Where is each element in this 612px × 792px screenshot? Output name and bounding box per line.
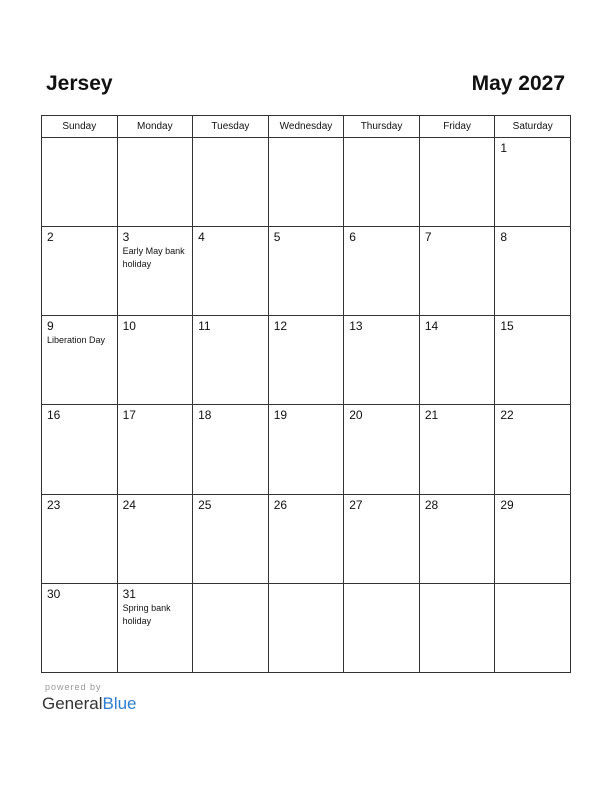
- day-cell: [268, 494, 344, 583]
- day-cell-content: [269, 405, 344, 423]
- day-cell: [42, 138, 118, 227]
- day-cell: [117, 405, 193, 494]
- day-number: 19: [273, 408, 288, 423]
- day-cell-content: [193, 138, 268, 141]
- day-cell-content: [344, 405, 419, 423]
- day-number: 20: [349, 408, 363, 423]
- day-cell: [268, 227, 344, 316]
- day-cell-content: [42, 138, 117, 141]
- day-cell: [268, 405, 344, 494]
- day-cell-content: [344, 227, 419, 245]
- day-cell: [42, 583, 118, 672]
- day-cell-content: [495, 584, 570, 587]
- day-cell-content: [344, 138, 419, 141]
- day-cell: [419, 138, 495, 227]
- day-cell-content: [420, 584, 495, 587]
- day-number: 6: [349, 230, 356, 245]
- day-number: 1: [500, 141, 508, 155]
- day-cell-content: [118, 405, 193, 423]
- holiday-label: Early May bank holiday: [122, 246, 185, 270]
- day-number: 17: [122, 408, 136, 423]
- week-row: [42, 494, 571, 583]
- day-cell: [117, 583, 193, 672]
- day-number: 21: [424, 408, 439, 423]
- day-number: 29: [500, 497, 514, 512]
- day-cell: [495, 227, 571, 316]
- day-cell-content: [269, 227, 344, 245]
- holiday-label: Liberation Day: [47, 335, 106, 346]
- day-cell-content: [344, 316, 419, 334]
- day-cell: [193, 138, 269, 227]
- day-number: 30: [47, 586, 61, 601]
- week-row: [42, 227, 571, 316]
- day-number: 28: [424, 497, 439, 512]
- day-cell: [117, 316, 193, 405]
- weekday-tuesday: Tuesday: [193, 116, 269, 138]
- weekday-wednesday: Wednesday: [268, 116, 344, 138]
- day-cell-content: [269, 316, 344, 334]
- day-cell-content: [495, 227, 570, 245]
- day-number: 26: [273, 497, 288, 512]
- day-cell: [193, 583, 269, 672]
- day-cell: [344, 583, 420, 672]
- day-cell-content: [193, 495, 268, 513]
- day-number: 2: [47, 230, 54, 245]
- day-number: 27: [349, 497, 363, 512]
- weekday-header-row: [42, 116, 571, 138]
- week-row: [42, 316, 571, 405]
- day-number: 8: [500, 230, 508, 245]
- day-cell-content: [269, 138, 344, 141]
- day-number: 23: [47, 497, 61, 512]
- day-cell: [117, 227, 193, 316]
- day-number: 9: [47, 319, 54, 334]
- day-cell: [193, 405, 269, 494]
- calendar-grid: [41, 115, 571, 673]
- day-cell-content: [118, 495, 193, 513]
- brand-general: General: [42, 694, 103, 713]
- day-cell: [495, 583, 571, 672]
- day-cell-content: [344, 495, 419, 513]
- region-title: Jersey: [46, 72, 113, 95]
- day-number: 22: [500, 408, 514, 423]
- day-cell: [193, 494, 269, 583]
- day-cell-content: [420, 227, 495, 245]
- day-number: 12: [273, 319, 288, 334]
- day-cell-content: [193, 584, 268, 587]
- day-number: 24: [122, 497, 136, 512]
- month-year-title: May 2027: [471, 72, 565, 95]
- day-cell: [419, 583, 495, 672]
- week-row: [42, 583, 571, 672]
- day-cell-content: [420, 405, 495, 423]
- day-cell-content: [118, 584, 193, 628]
- day-cell-content: [420, 495, 495, 513]
- week-row: [42, 405, 571, 494]
- day-cell: [419, 405, 495, 494]
- day-cell-content: [42, 316, 117, 347]
- weekday-friday: Friday: [419, 116, 495, 138]
- day-cell: [117, 138, 193, 227]
- day-cell-content: [118, 138, 193, 141]
- day-cell: [268, 583, 344, 672]
- day-cell-content: [42, 405, 117, 423]
- day-cell-content: [495, 316, 570, 334]
- day-cell: [495, 494, 571, 583]
- day-cell: [117, 494, 193, 583]
- day-number: 3: [122, 230, 130, 245]
- day-number: 18: [198, 408, 212, 423]
- day-cell: [42, 227, 118, 316]
- day-cell: [193, 316, 269, 405]
- day-cell: [495, 405, 571, 494]
- weekday-saturday: Saturday: [495, 116, 571, 138]
- day-number: 25: [198, 497, 212, 512]
- weekday-thursday: Thursday: [344, 116, 420, 138]
- day-cell-content: [269, 584, 344, 587]
- day-cell: [268, 316, 344, 405]
- day-cell: [193, 227, 269, 316]
- day-cell: [419, 316, 495, 405]
- day-cell: [42, 494, 118, 583]
- powered-by-label: powered by: [45, 682, 102, 692]
- day-cell: [419, 227, 495, 316]
- day-cell: [42, 316, 118, 405]
- day-cell-content: [42, 495, 117, 513]
- day-cell: [344, 405, 420, 494]
- weekday-monday: Monday: [117, 116, 193, 138]
- day-number: 14: [424, 319, 439, 334]
- day-cell-content: [495, 495, 570, 513]
- brand-blue: Blue: [102, 694, 137, 713]
- day-cell-content: [118, 316, 193, 334]
- day-cell-content: [420, 316, 495, 334]
- day-cell-content: [193, 316, 268, 334]
- day-cell: [344, 138, 420, 227]
- day-cell-content: [42, 227, 117, 245]
- day-number: 11: [198, 319, 211, 334]
- day-number: 4: [198, 230, 205, 245]
- week-row: [42, 138, 571, 227]
- day-number: 16: [47, 408, 61, 423]
- day-number: 10: [122, 319, 136, 334]
- day-cell: [344, 316, 420, 405]
- day-cell: [495, 138, 571, 227]
- day-cell-content: [269, 495, 344, 513]
- day-number: 13: [349, 319, 363, 334]
- day-cell-content: [193, 227, 268, 245]
- day-number: 5: [273, 230, 281, 245]
- day-cell-content: [495, 405, 570, 423]
- day-cell: [419, 494, 495, 583]
- day-cell: [344, 494, 420, 583]
- day-cell-content: [42, 584, 117, 602]
- generalblue-logo[interactable]: [42, 694, 137, 714]
- day-cell: [495, 316, 571, 405]
- holiday-label: Spring bank holiday: [122, 602, 171, 626]
- weekday-sunday: Sunday: [42, 116, 118, 138]
- day-cell-content: [495, 138, 570, 156]
- day-number: 15: [500, 319, 514, 334]
- day-cell-content: [344, 584, 419, 587]
- day-cell: [344, 227, 420, 316]
- calendar-body: [42, 138, 571, 673]
- day-number: 31: [122, 586, 136, 601]
- day-cell-content: [193, 405, 268, 423]
- day-number: 7: [424, 230, 432, 245]
- day-cell: [268, 138, 344, 227]
- day-cell-content: [118, 227, 193, 271]
- day-cell-content: [420, 138, 495, 141]
- day-cell: [42, 405, 118, 494]
